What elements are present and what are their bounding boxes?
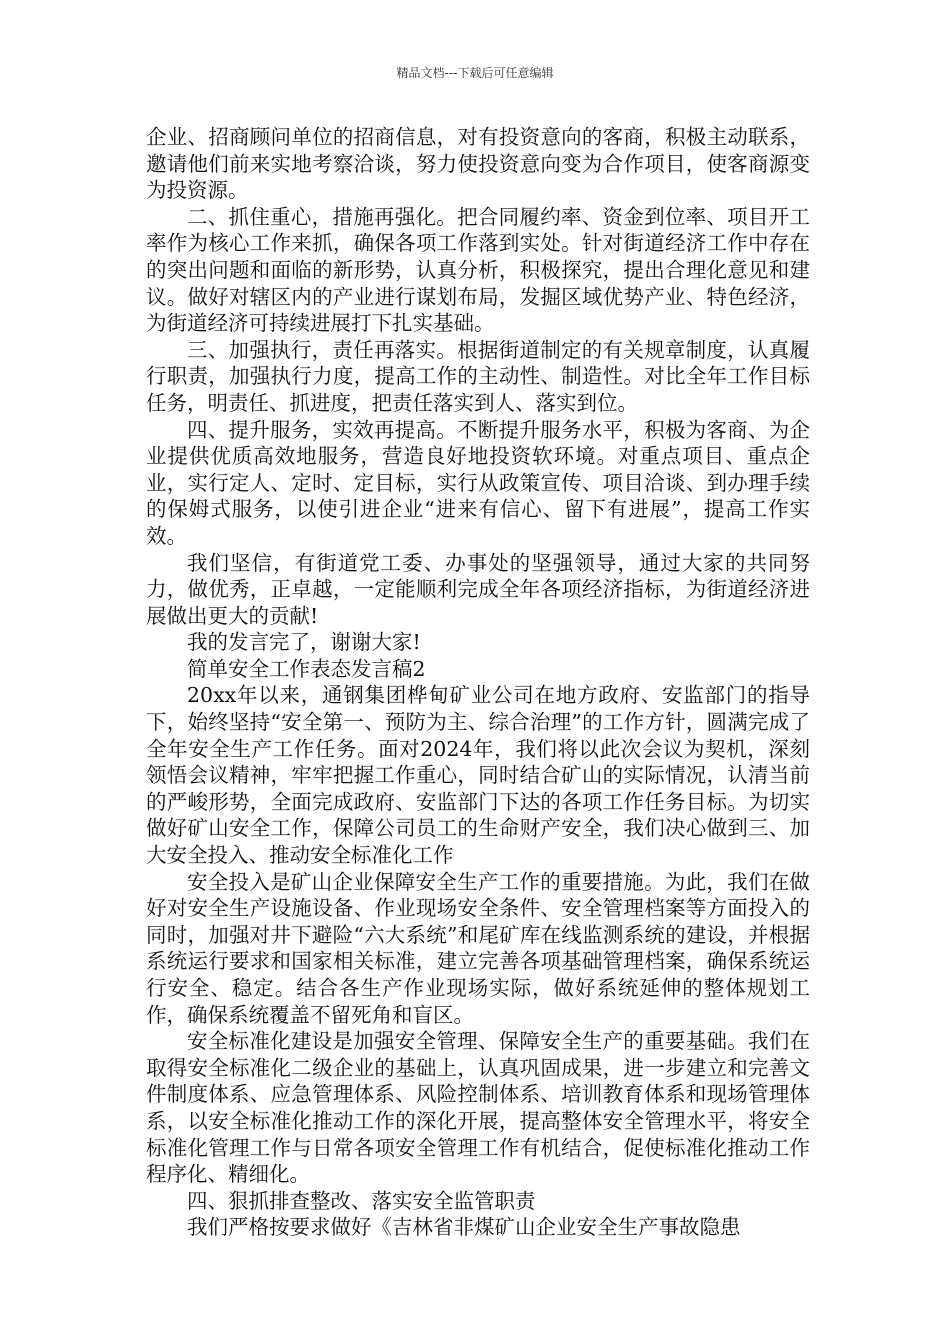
paragraph: 我们坚信，有街道党工委、办事处的坚强领导，通过大家的共同努力，做优秀，正卓越，一定能顺利完成全年各项经济指标，为街道经济进展做出更大的贡献! [146, 550, 810, 628]
paragraph: 安全标准化建设是加强安全管理、保障安全生产的重要基础。我们在取得安全标准化二级企业的基础上，认真巩固成果，进一步建立和完善文件制度体系、应急管理体系、风险控制体系、培训教育体系和现场管理体系，以安全标准化推动工作的深化开展，提高整体安全管理水平，将安全标准化管理工作与日常各项安全管理工作有机结合，促使标准化推动工作程序化、精细化。 [146, 1029, 810, 1187]
document-body [146, 124, 810, 1241]
page-header: 精品文档---下载后可任意编辑 [396, 66, 554, 80]
paragraph: 三、加强执行，责任再落实。根据街道制定的有关规章制度，认真履行职责，加强执行力度，提高工作的主动性、制造性。对比全年工作目标任务，明责任、抓进度，把责任落实到人、落实到位。 [146, 337, 810, 415]
paragraph: 四、提升服务，实效再提高。不断提升服务水平，积极为客商、为企业提供优质高效地服务，营造良好地投资软环境。对重点项目、重点企业，实行定人、定时、定目标，实行从政策宣传、项目洽谈、到办理手续的保姆式服务，以使引进企业“进来有信心、留下有进展”，提高工作实效。 [146, 417, 810, 548]
section-heading: 四、狠抓排查整改、落实安全监管职责 [187, 1188, 536, 1213]
paragraph: 二、抓住重心，措施再强化。把合同履约率、资金到位率、项目开工率作为核心工作来抓，确保各项工作落到实处。针对街道经济工作中存在的突出问题和面临的新形势，认真分析，积极探究，提出合理化意见和建议。做好对辖区内的产业进行谋划布局，发掘区域优势产业、特色经济，为街道经济可持续进展打下扎实基础。 [146, 204, 810, 336]
paragraph: 企业、招商顾问单位的招商信息，对有投资意向的客商，积极主动联系，邀请他们前来实地考察洽谈，努力使投资意向变为合作项目，使客商源变为投资源。 [146, 125, 810, 203]
paragraph: 我的发言完了，谢谢大家! [187, 630, 421, 655]
paragraph: 我们严格按要求做好《吉林省非煤矿山企业安全生产事故隐患 [187, 1215, 741, 1240]
section-title: 简单安全工作表态发言稿2 [187, 656, 426, 681]
paragraph: 安全投入是矿山企业保障安全生产工作的重要措施。为此，我们在做好对安全生产设施设备、作业现场安全条件、安全管理档案等方面投入的同时，加强对井下避险“六大系统”和尾矿库在线监测系统的建设，并根据系统运行要求和国家相关标准，建立完善各项基础管理档案，确保系统运行安全、稳定。结合各生产作业现场实际，做好系统延伸的整体规划工作，确保系统覆盖不留死角和盲区。 [146, 869, 810, 1027]
paragraph: 20xx年以来，通钢集团桦甸矿业公司在地方政府、安监部门的指导下，始终坚持“安全第一、预防为主、综合治理”的工作方针，圆满完成了全年安全生产工作任务。面对2024年，我们将以此次会议为契机，深刻领悟会议精神，牢牢把握工作重心，同时结合矿山的实际情况，认清当前的严峻形势，全面完成政府、安监部门下达的各项工作任务目标。为切实做好矿山安全工作，保障公司员工的生命财产安全，我们决心做到三、加大安全投入、推动安全标准化工作 [146, 683, 810, 868]
